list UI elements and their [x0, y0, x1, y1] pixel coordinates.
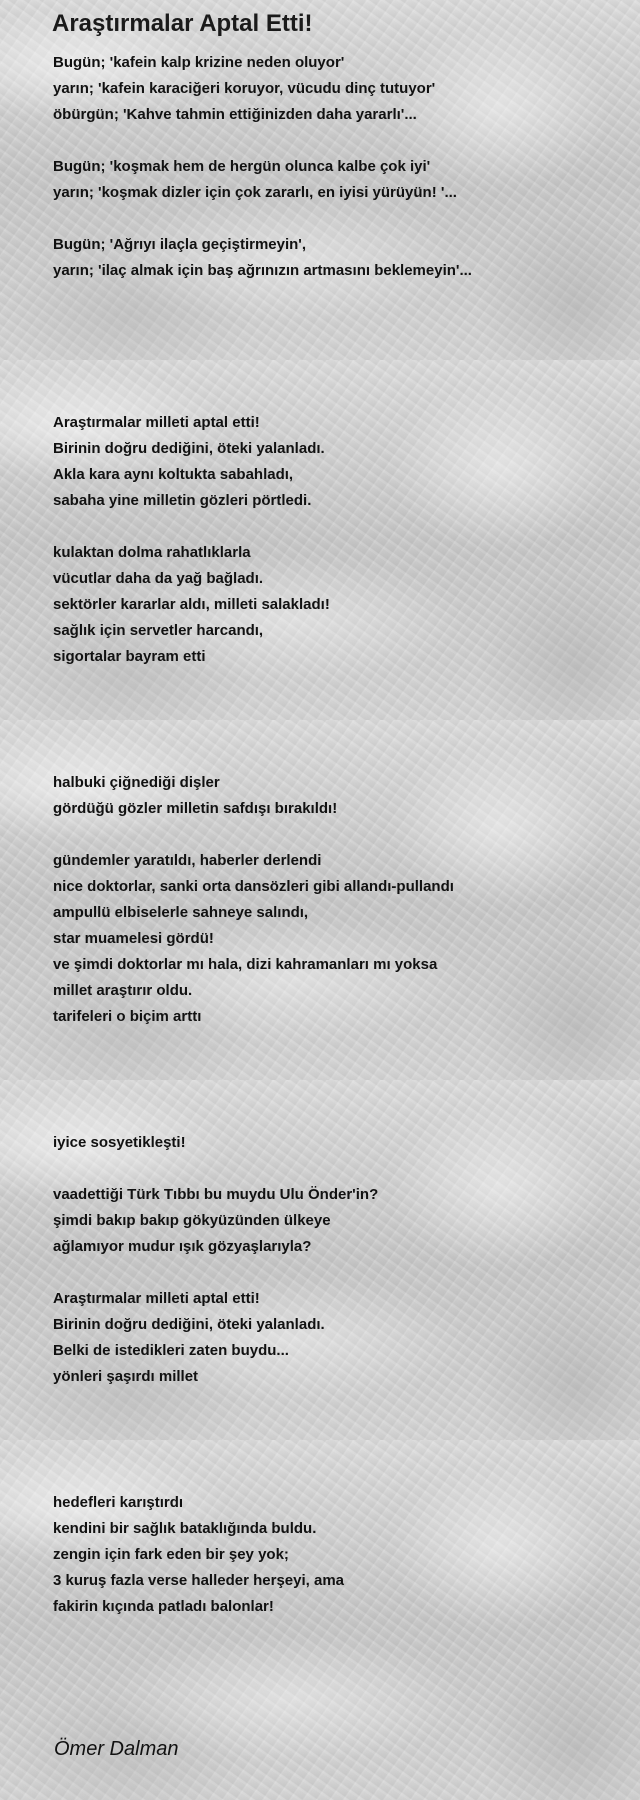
- poem-line: nice doktorlar, sanki orta dansözleri gibi allandı-pullandı: [53, 878, 454, 895]
- poem-line: yarın; 'kafein karaciğeri koruyor, vücudu dinç tutuyor': [53, 80, 436, 97]
- poem-stanza: [53, 50, 613, 284]
- poem-line: kulaktan dolma rahatlıklarla: [53, 544, 251, 561]
- poem-line: 3 kuruş fazla verse halleder herşeyi, ama: [53, 1572, 344, 1589]
- poem-line: halbuki çiğnediği dişler: [53, 774, 220, 791]
- poem-line: star muamelesi gördü!: [53, 930, 214, 947]
- poem-stanza: [53, 770, 613, 1030]
- poem-line: vücutlar daha da yağ bağladı.: [53, 570, 264, 587]
- poem-line: yarın; 'koşmak dizler için çok zararlı, en iyisi yürüyün! '...: [53, 184, 457, 201]
- poem-line: Araştırmalar milleti aptal etti!: [53, 414, 260, 431]
- poem-stanza: [53, 1490, 613, 1620]
- stanza-break: [53, 206, 613, 232]
- poem-line: sigortalar bayram etti: [53, 648, 206, 665]
- poem-line: öbürgün; 'Kahve tahmin ettiğinizden daha yararlı'...: [53, 106, 417, 123]
- poem-line: şimdi bakıp bakıp gökyüzünden ülkeye: [53, 1212, 331, 1229]
- poem-author: Ömer Dalman: [54, 1738, 179, 1760]
- poem-line: gündemler yaratıldı, haberler derlendi: [53, 852, 322, 869]
- stanza-break: [53, 822, 613, 848]
- poem-line: Belki de istedikleri zaten buydu...: [53, 1342, 289, 1359]
- poem-line: sabaha yine milletin gözleri pörtledi.: [53, 492, 312, 509]
- poem-line: ampullü elbiselerle sahneye salındı,: [53, 904, 309, 921]
- poem-stanza: [53, 410, 613, 670]
- poem-line: fakirin kıçında patladı balonlar!: [53, 1598, 274, 1615]
- stanza-break: [53, 1260, 613, 1286]
- poem-line: ağlamıyor mudur ışık gözyaşlarıyla?: [53, 1238, 312, 1255]
- poem-title: Araştırmalar Aptal Etti!: [52, 10, 313, 37]
- poem-line: vaadettiği Türk Tıbbı bu muydu Ulu Önder'in?: [53, 1186, 379, 1203]
- poem-line: Birinin doğru dediğini, öteki yalanladı.: [53, 440, 325, 457]
- stanza-break: [53, 1156, 613, 1182]
- poem-line: kendini bir sağlık bataklığında buldu.: [53, 1520, 317, 1537]
- poem-line: iyice sosyetikleşti!: [53, 1134, 186, 1151]
- poem-line: tarifeleri o biçim arttı: [53, 1008, 202, 1025]
- poem-line: Araştırmalar milleti aptal etti!: [53, 1290, 260, 1307]
- poem-line: sağlık için servetler harcandı,: [53, 622, 264, 639]
- poem-line: hedefleri karıştırdı: [53, 1494, 184, 1511]
- poem-line: yarın; 'ilaç almak için baş ağrınızın artmasını beklemeyin'...: [53, 262, 472, 279]
- stanza-break: [53, 128, 613, 154]
- poem-line: zengin için fark eden bir şey yok;: [53, 1546, 289, 1563]
- poem-line: Bugün; 'Ağrıyı ilaçla geçiştirmeyin',: [53, 236, 307, 253]
- poem-line: ve şimdi doktorlar mı hala, dizi kahramanları mı yoksa: [53, 956, 438, 973]
- poem-line: Bugün; 'koşmak hem de hergün olunca kalbe çok iyi': [53, 158, 431, 175]
- poem-line: Birinin doğru dediğini, öteki yalanladı.: [53, 1316, 325, 1333]
- poem-line: Akla kara aynı koltukta sabahladı,: [53, 466, 294, 483]
- poem-line: Bugün; 'kafein kalp krizine neden oluyor': [53, 54, 345, 71]
- poem-line: millet araştırır oldu.: [53, 982, 193, 999]
- stanza-break: [53, 514, 613, 540]
- poem-line: yönleri şaşırdı millet: [53, 1368, 199, 1385]
- poem-line: gördüğü gözler milletin safdışı bırakıldı!: [53, 800, 338, 817]
- poem-stanza: [53, 1130, 613, 1390]
- poem-line: sektörler kararlar aldı, milleti salakladı!: [53, 596, 330, 613]
